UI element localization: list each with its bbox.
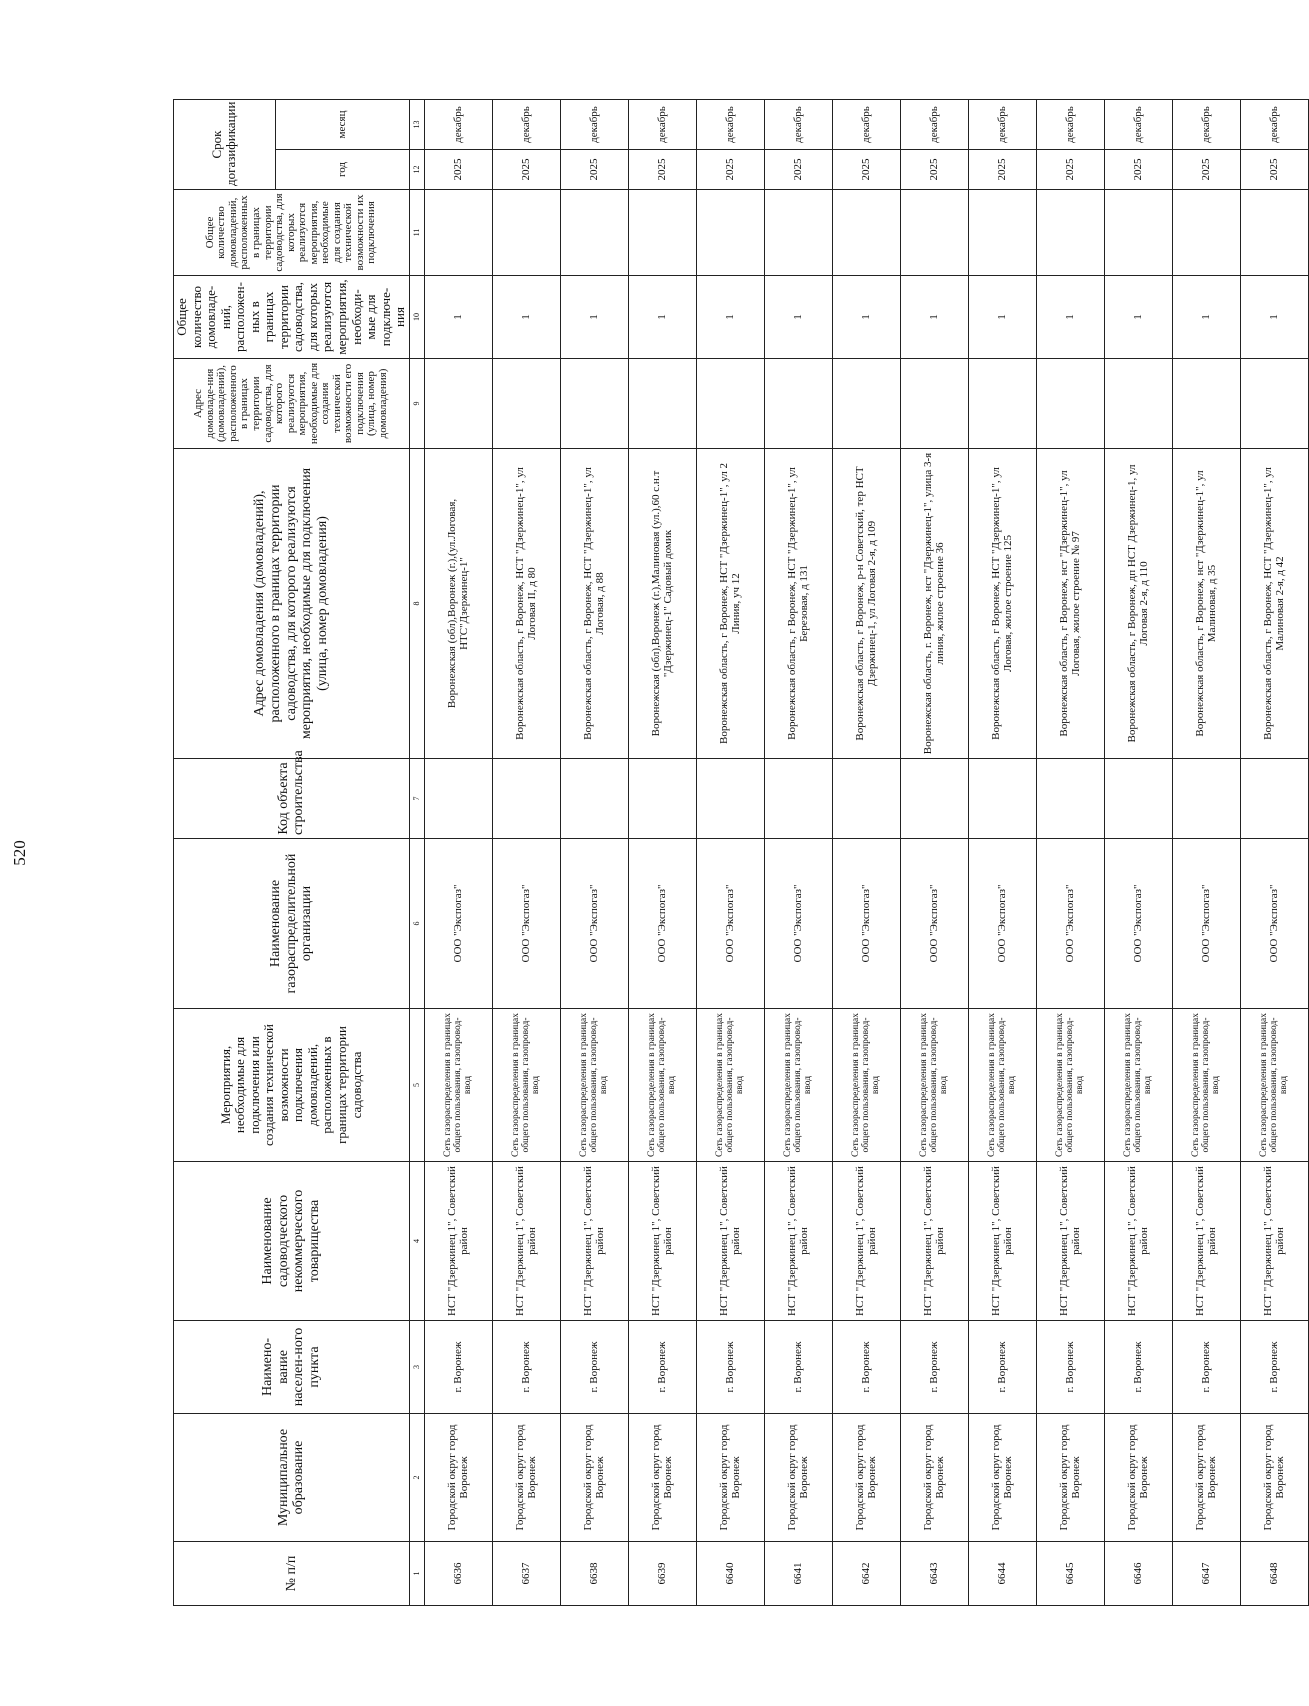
gas-org-cell: ООО "Экспогаз" (900, 839, 968, 1009)
count-cell: 1 (1172, 276, 1240, 359)
object-code-cell (1036, 759, 1104, 839)
gasification-table (173, 99, 1309, 1606)
count-cell: 1 (832, 276, 900, 359)
measure-cell: Сеть газораспределения в границах общего пользования, газопровод-ввод (1172, 1009, 1240, 1162)
address-tech-cell (696, 359, 764, 449)
count-cell: 1 (764, 276, 832, 359)
year-cell: 2025 (764, 150, 832, 190)
header-settlement: Наимено-вание населен-ного пункта (174, 1321, 410, 1414)
month-cell: декабрь (1104, 100, 1172, 150)
count-cell: 1 (1036, 276, 1104, 359)
settlement-cell: г. Воронеж (492, 1321, 560, 1414)
header-measures: Мероприятия, необходимые для подключения или создания технической возможности подключения домовладений, расположенных в границах территории садоводства (174, 1009, 410, 1162)
address-cell: Воронежская область, г Воронеж, р-н Советский, тер НСТ Дзержинец-1, ул Логовая 2-я, д 109 (832, 449, 900, 759)
header-address: Адрес домовладения (домовладений), расположенного в границах территории садоводства, для которого реализуются мероприятия, необходимые для подключения (улица, номер домовладения) (174, 449, 410, 759)
year-cell: 2025 (1240, 150, 1308, 190)
month-cell: декабрь (492, 100, 560, 150)
measure-cell: Сеть газораспределения в границах общего пользования, газопровод-ввод (900, 1009, 968, 1162)
count-tech-cell (968, 190, 1036, 276)
municipality-cell: Городской округ город Воронеж (832, 1414, 900, 1542)
gas-org-cell: ООО "Экспогаз" (764, 839, 832, 1009)
row-number: 6643 (900, 1542, 968, 1606)
object-code-cell (1240, 759, 1308, 839)
object-code-cell (628, 759, 696, 839)
column-number: 10 (409, 276, 424, 359)
row-number: 6647 (1172, 1542, 1240, 1606)
object-code-cell (696, 759, 764, 839)
column-number: 1 (409, 1542, 424, 1606)
address-tech-cell (1104, 359, 1172, 449)
object-code-cell (764, 759, 832, 839)
gas-org-cell: ООО "Экспогаз" (696, 839, 764, 1009)
address-cell: Воронежская область, г Воронеж, НСТ "Дзержинец-1", ул 2 Линия, уч 12 (696, 449, 764, 759)
table-row (900, 100, 968, 1606)
address-tech-cell (832, 359, 900, 449)
header-num: № п/п (174, 1542, 410, 1606)
count-tech-cell (1104, 190, 1172, 276)
header-address-tech: Адрес домовладе-ния (домовладений), расположенного в границах территории садоводства, для которого реализуются мероприятия, необходимые для создания технической возможности его подключения (улица, номер домовладения) (174, 359, 410, 449)
municipality-cell: Городской округ город Воронеж (764, 1414, 832, 1542)
measure-cell: Сеть газораспределения в границах общего пользования, газопровод-ввод (628, 1009, 696, 1162)
partnership-cell: НСТ "Дзержинец 1", Советский район (1172, 1162, 1240, 1321)
settlement-cell: г. Воронеж (1240, 1321, 1308, 1414)
partnership-cell: НСТ "Дзержинец 1", Советский район (696, 1162, 764, 1321)
settlement-cell: г. Воронеж (1104, 1321, 1172, 1414)
row-number: 6646 (1104, 1542, 1172, 1606)
municipality-cell: Городской округ город Воронеж (1036, 1414, 1104, 1542)
row-number: 6645 (1036, 1542, 1104, 1606)
row-number: 6641 (764, 1542, 832, 1606)
address-tech-cell (424, 359, 492, 449)
address-tech-cell (764, 359, 832, 449)
address-tech-cell (900, 359, 968, 449)
table-row (560, 100, 628, 1606)
gas-org-cell: ООО "Экспогаз" (560, 839, 628, 1009)
gas-org-cell: ООО "Экспогаз" (492, 839, 560, 1009)
year-cell: 2025 (1172, 150, 1240, 190)
count-tech-cell (560, 190, 628, 276)
municipality-cell: Городской округ город Воронеж (424, 1414, 492, 1542)
column-number: 7 (409, 759, 424, 839)
address-tech-cell (968, 359, 1036, 449)
column-number: 6 (409, 839, 424, 1009)
year-cell: 2025 (900, 150, 968, 190)
year-cell: 2025 (560, 150, 628, 190)
count-cell: 1 (560, 276, 628, 359)
year-cell: 2025 (1036, 150, 1104, 190)
settlement-cell: г. Воронеж (560, 1321, 628, 1414)
header-partnership: Наименование садоводческого некоммерческого товарищества (174, 1162, 410, 1321)
gas-org-cell: ООО "Экспогаз" (1240, 839, 1308, 1009)
table-row (1172, 100, 1240, 1606)
count-cell: 1 (492, 276, 560, 359)
header-object-code: Код объекта строительства (174, 759, 410, 839)
object-code-cell (560, 759, 628, 839)
partnership-cell: НСТ "Дзержинец 1", Советский район (1240, 1162, 1308, 1321)
row-number: 6642 (832, 1542, 900, 1606)
month-cell: декабрь (832, 100, 900, 150)
month-cell: декабрь (1240, 100, 1308, 150)
page-number: 520 (10, 840, 29, 866)
address-tech-cell (1240, 359, 1308, 449)
header-gas-org: Наименование газораспределительной организации (174, 839, 410, 1009)
row-number: 6636 (424, 1542, 492, 1606)
municipality-cell: Городской округ город Воронеж (900, 1414, 968, 1542)
settlement-cell: г. Воронеж (764, 1321, 832, 1414)
month-cell: декабрь (764, 100, 832, 150)
table-row (696, 100, 764, 1606)
settlement-cell: г. Воронеж (1036, 1321, 1104, 1414)
year-cell: 2025 (696, 150, 764, 190)
column-number: 2 (409, 1414, 424, 1542)
municipality-cell: Городской округ город Воронеж (696, 1414, 764, 1542)
address-cell: Воронежская (обл),Воронеж (г.),Малиновая (ул.),60 с.н.т "Дзержинец-1" Садовый домик (628, 449, 696, 759)
count-tech-cell (696, 190, 764, 276)
header-municipality: Муниципальное образование (174, 1414, 410, 1542)
address-cell: Воронежская область, г Воронеж, нст "Дзержинец-1", ул Логовая, жилое строение № 97 (1036, 449, 1104, 759)
gas-org-cell: ООО "Экспогаз" (1172, 839, 1240, 1009)
partnership-cell: НСТ "Дзержинец 1", Советский район (764, 1162, 832, 1321)
measure-cell: Сеть газораспределения в границах общего пользования, газопровод-ввод (1104, 1009, 1172, 1162)
address-tech-cell (492, 359, 560, 449)
count-tech-cell (424, 190, 492, 276)
month-cell: декабрь (1036, 100, 1104, 150)
settlement-cell: г. Воронеж (900, 1321, 968, 1414)
row-number: 6638 (560, 1542, 628, 1606)
partnership-cell: НСТ "Дзержинец 1", Советский район (628, 1162, 696, 1321)
measure-cell: Сеть газораспределения в границах общего пользования, газопровод-ввод (492, 1009, 560, 1162)
settlement-cell: г. Воронеж (628, 1321, 696, 1414)
count-cell: 1 (900, 276, 968, 359)
count-tech-cell (1240, 190, 1308, 276)
settlement-cell: г. Воронеж (424, 1321, 492, 1414)
measure-cell: Сеть газораспределения в границах общего пользования, газопровод-ввод (832, 1009, 900, 1162)
table-row (1240, 100, 1308, 1606)
header-month: месяц (275, 100, 409, 150)
count-tech-cell (764, 190, 832, 276)
municipality-cell: Городской округ город Воронеж (1104, 1414, 1172, 1542)
object-code-cell (1172, 759, 1240, 839)
address-tech-cell (1172, 359, 1240, 449)
partnership-cell: НСТ "Дзержинец 1", Советский район (1104, 1162, 1172, 1321)
year-cell: 2025 (628, 150, 696, 190)
month-cell: декабрь (968, 100, 1036, 150)
count-tech-cell (1036, 190, 1104, 276)
table-row (764, 100, 832, 1606)
measure-cell: Сеть газораспределения в границах общего пользования, газопровод-ввод (560, 1009, 628, 1162)
address-tech-cell (560, 359, 628, 449)
month-cell: декабрь (696, 100, 764, 150)
address-cell: Воронежская область, г. Воронеж, нст "Дзержинец-1", улица 3-я линия, жилое строение 36 (900, 449, 968, 759)
column-number: 4 (409, 1162, 424, 1321)
row-number: 6637 (492, 1542, 560, 1606)
header-year: год (275, 150, 409, 190)
column-number: 9 (409, 359, 424, 449)
column-number: 8 (409, 449, 424, 759)
measure-cell: Сеть газораспределения в границах общего пользования, газопровод-ввод (764, 1009, 832, 1162)
measure-cell: Сеть газораспределения в границах общего пользования, газопровод-ввод (1036, 1009, 1104, 1162)
partnership-cell: НСТ "Дзержинец 1", Советский район (900, 1162, 968, 1321)
month-cell: декабрь (900, 100, 968, 150)
row-number: 6640 (696, 1542, 764, 1606)
address-tech-cell (628, 359, 696, 449)
column-number: 11 (409, 190, 424, 276)
month-cell: декабрь (424, 100, 492, 150)
column-number: 12 (409, 150, 424, 190)
month-cell: декабрь (560, 100, 628, 150)
count-tech-cell (832, 190, 900, 276)
settlement-cell: г. Воронеж (696, 1321, 764, 1414)
header-count-connection: Общее количество домовладе-ний, расположен-ных в границах территории садоводства, для которых реализуются мероприятия, необходи-мые для подключе-ния (174, 276, 410, 359)
object-code-cell (832, 759, 900, 839)
partnership-cell: НСТ "Дзержинец 1", Советский район (968, 1162, 1036, 1321)
year-cell: 2025 (1104, 150, 1172, 190)
count-tech-cell (900, 190, 968, 276)
object-code-cell (968, 759, 1036, 839)
address-cell: Воронежская область, г Воронеж, дп НСТ Дзержинец-1, ул Логовая 2-я, д 110 (1104, 449, 1172, 759)
header-count-tech: Общее количество домовладений, расположенных в границах территории садоводства, для которых реализуются мероприятия, необходимые для создания технической возможности их подключения (174, 190, 410, 276)
municipality-cell: Городской округ город Воронеж (560, 1414, 628, 1542)
table-row (492, 100, 560, 1606)
column-number: 13 (409, 100, 424, 150)
gas-org-cell: ООО "Экспогаз" (968, 839, 1036, 1009)
count-tech-cell (1172, 190, 1240, 276)
table-header (174, 100, 425, 1606)
month-cell: декабрь (1172, 100, 1240, 150)
measure-cell: Сеть газораспределения в границах общего пользования, газопровод-ввод (696, 1009, 764, 1162)
table-row (628, 100, 696, 1606)
settlement-cell: г. Воронеж (1172, 1321, 1240, 1414)
row-number: 6648 (1240, 1542, 1308, 1606)
gas-org-cell: ООО "Экспогаз" (1036, 839, 1104, 1009)
count-tech-cell (628, 190, 696, 276)
year-cell: 2025 (832, 150, 900, 190)
partnership-cell: НСТ "Дзержинец 1", Советский район (560, 1162, 628, 1321)
row-number: 6644 (968, 1542, 1036, 1606)
table-row (832, 100, 900, 1606)
address-cell: Воронежская область, г Воронеж, НСТ "Дзержинец-1", ул Логовая, жилое строение 125 (968, 449, 1036, 759)
year-cell: 2025 (492, 150, 560, 190)
measure-cell: Сеть газораспределения в границах общего пользования, газопровод-ввод (968, 1009, 1036, 1162)
address-cell: Воронежская (обл),Воронеж (г.),(ул.Логовая, НТС"Дзержинец-1" (424, 449, 492, 759)
count-cell: 1 (628, 276, 696, 359)
gas-org-cell: ООО "Экспогаз" (832, 839, 900, 1009)
row-number: 6639 (628, 1542, 696, 1606)
measure-cell: Сеть газораспределения в границах общего пользования, газопровод-ввод (424, 1009, 492, 1162)
month-cell: декабрь (628, 100, 696, 150)
rotated-document (173, 100, 1290, 1606)
table-row (968, 100, 1036, 1606)
municipality-cell: Городской округ город Воронеж (628, 1414, 696, 1542)
year-cell: 2025 (968, 150, 1036, 190)
count-cell: 1 (696, 276, 764, 359)
object-code-cell (424, 759, 492, 839)
address-cell: Воронежская область, г Воронеж, НСТ "Дзержинец-1", ул Логовая II, д 80 (492, 449, 560, 759)
object-code-cell (492, 759, 560, 839)
year-cell: 2025 (424, 150, 492, 190)
address-cell: Воронежская область, г Воронеж, НСТ "Дзержинец-1", ул Березовая, д 131 (764, 449, 832, 759)
column-number: 3 (409, 1321, 424, 1414)
settlement-cell: г. Воронеж (968, 1321, 1036, 1414)
measure-cell: Сеть газораспределения в границах общего пользования, газопровод-ввод (1240, 1009, 1308, 1162)
settlement-cell: г. Воронеж (832, 1321, 900, 1414)
partnership-cell: НСТ "Дзержинец 1", Советский район (1036, 1162, 1104, 1321)
partnership-cell: НСТ "Дзержинец 1", Советский район (424, 1162, 492, 1321)
object-code-cell (1104, 759, 1172, 839)
municipality-cell: Городской округ город Воронеж (968, 1414, 1036, 1542)
gas-org-cell: ООО "Экспогаз" (424, 839, 492, 1009)
partnership-cell: НСТ "Дзержинец 1", Советский район (832, 1162, 900, 1321)
count-cell: 1 (968, 276, 1036, 359)
table-row (424, 100, 492, 1606)
header-deadline: Срок догазификации (174, 100, 276, 190)
gas-org-cell: ООО "Экспогаз" (1104, 839, 1172, 1009)
count-cell: 1 (1240, 276, 1308, 359)
municipality-cell: Городской округ город Воронеж (1240, 1414, 1308, 1542)
address-tech-cell (1036, 359, 1104, 449)
column-number: 5 (409, 1009, 424, 1162)
table-body (424, 100, 1308, 1606)
object-code-cell (900, 759, 968, 839)
municipality-cell: Городской округ город Воронеж (492, 1414, 560, 1542)
table-row (1036, 100, 1104, 1606)
count-tech-cell (492, 190, 560, 276)
count-cell: 1 (1104, 276, 1172, 359)
partnership-cell: НСТ "Дзержинец 1", Советский район (492, 1162, 560, 1321)
address-cell: Воронежская область, г Воронеж, НСТ "Дзержинец-1", ул Малиновая 2-я, д 42 (1240, 449, 1308, 759)
address-cell: Воронежская область, г Воронеж, нст "Дзержинец-1", ул Малиновая, д 35 (1172, 449, 1240, 759)
gas-org-cell: ООО "Экспогаз" (628, 839, 696, 1009)
table-row (1104, 100, 1172, 1606)
count-cell: 1 (424, 276, 492, 359)
municipality-cell: Городской округ город Воронеж (1172, 1414, 1240, 1542)
address-cell: Воронежская область, г Воронеж, НСТ "Дзержинец-1", ул Логовая, д 88 (560, 449, 628, 759)
